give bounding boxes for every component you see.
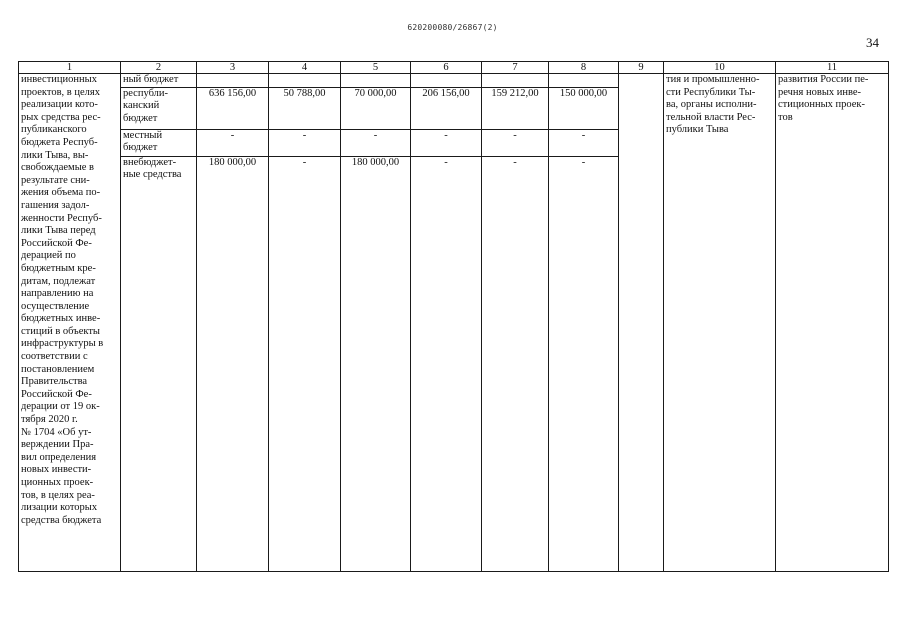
- value-cell: -: [411, 156, 482, 571]
- budget-table: [18, 61, 889, 572]
- value-cell: 159 212,00: [482, 87, 549, 129]
- column-header: 3: [197, 62, 269, 74]
- value-cell: 180 000,00: [341, 156, 411, 571]
- value-cell: 150 000,00: [549, 87, 619, 129]
- funding-source-cell: внебюджет- ные средства: [121, 156, 197, 571]
- column-header: 9: [619, 62, 664, 74]
- funding-source-cell: ный бюджет: [121, 74, 197, 88]
- column-9-cell: [619, 74, 664, 572]
- value-cell: -: [341, 129, 411, 156]
- value-cell: -: [549, 156, 619, 571]
- value-cell: 636 156,00: [197, 87, 269, 129]
- column-header: 11: [776, 62, 889, 74]
- funding-source-cell: местный бюджет: [121, 129, 197, 156]
- value-cell: -: [197, 129, 269, 156]
- column-header: 10: [664, 62, 776, 74]
- table-row: [19, 74, 889, 88]
- responsible-executors-cell: тия и промышленно- сти Республики Ты- ва, органы исполни- тельной власти Рес- публики Тыва: [664, 74, 776, 572]
- document-barcode-number: 620200080/26867(2): [407, 23, 498, 32]
- value-cell: 50 788,00: [269, 87, 341, 129]
- value-cell: [411, 74, 482, 88]
- expected-result-cell: развития России пе- речня новых инве- стиционных проек- тов: [776, 74, 889, 572]
- value-cell: -: [482, 156, 549, 571]
- column-header: 5: [341, 62, 411, 74]
- funding-source-cell: республи- канский бюджет: [121, 87, 197, 129]
- column-header: 7: [482, 62, 549, 74]
- value-cell: [482, 74, 549, 88]
- value-cell: [549, 74, 619, 88]
- measure-description-cell: инвестиционных проектов, в целях реализации кото- рых средства рес- публиканского бюджета Респуб- лики Тыва, вы- свобождаемые в результате сни- жения объема по- гашения задол- женности Респуб- лики Тыва перед Российской Фе- дерацией по бюджетным кре- дитам, подлежат направлению на осуществление бюджетных инве- стиций в объекты инфраструктуры в соответствии с постановлением Правительства Российской Фе- дерации от 19 ок- тября 2020 г. № 1704 «Об ут- верждении Пра- вил определения новых инвести- ционных проек- тов, в целях реа- лизации которых средства бюджета: [19, 74, 121, 572]
- value-cell: -: [269, 129, 341, 156]
- value-cell: [341, 74, 411, 88]
- value-cell: 180 000,00: [197, 156, 269, 571]
- page-number: 34: [866, 35, 879, 50]
- value-cell: 206 156,00: [411, 87, 482, 129]
- column-number-row: [19, 62, 889, 74]
- value-cell: [197, 74, 269, 88]
- value-cell: 70 000,00: [341, 87, 411, 129]
- column-header: 4: [269, 62, 341, 74]
- column-header: 6: [411, 62, 482, 74]
- column-header: 2: [121, 62, 197, 74]
- column-header: 8: [549, 62, 619, 74]
- value-cell: -: [411, 129, 482, 156]
- value-cell: [269, 74, 341, 88]
- value-cell: -: [269, 156, 341, 571]
- column-header: 1: [19, 62, 121, 74]
- value-cell: -: [549, 129, 619, 156]
- value-cell: -: [482, 129, 549, 156]
